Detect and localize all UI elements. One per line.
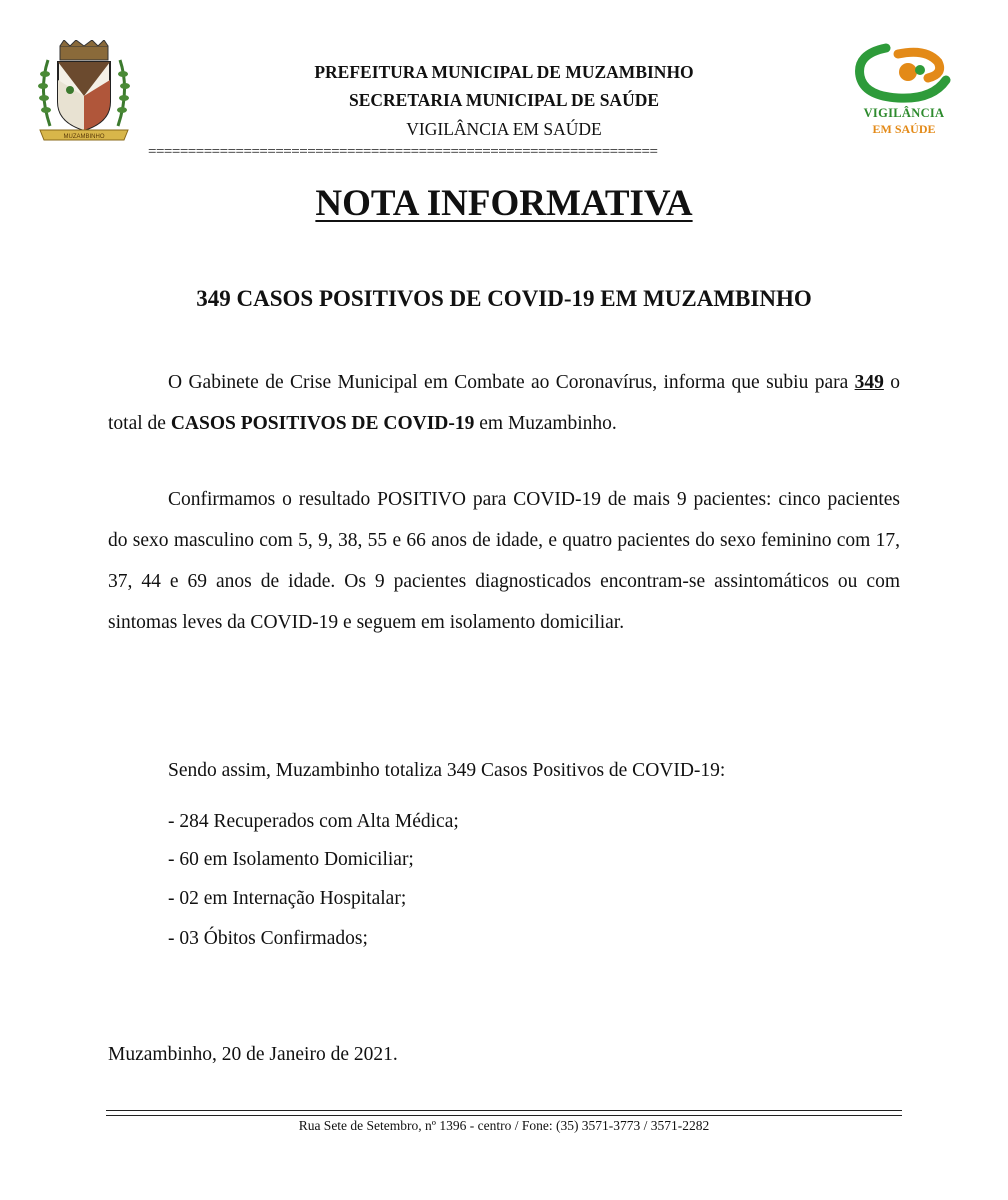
vigilancia-logo: [846, 40, 962, 148]
municipal-crest-icon: [34, 40, 134, 144]
header-prefeitura: PREFEITURA MUNICIPAL DE MUZAMBINHO: [314, 62, 694, 82]
paragraph-2: [108, 479, 900, 643]
paragraph-1-text-a: O Gabinete de Crise Municipal em Combate ao Coronavírus, informa que subiu para: [168, 372, 855, 393]
svg-text:MUZAMBINHO: MUZAMBINHO: [63, 134, 105, 140]
page-subtitle: 349 CASOS POSITIVOS DE COVID-19 EM MUZAMBINHO: [196, 286, 812, 311]
summary-item-hospitalized: - 02 em Internação Hospitalar;: [168, 888, 407, 909]
vigilancia-logo-line1: VIGILÂNCIA: [863, 106, 945, 120]
paragraph-2-text: Confirmamos o resultado POSITIVO para COVID-19 de mais 9 pacientes: cinco pacientes do sexo masculino com 5, 9, 38, 55 e 66 anos de idade, e quatro pacientes do sexo feminino com 17, 37, 44 e 69 anos de idade. Os 9 pacientes diagnosticados encontram-se assintomáticos ou com sintomas leves da COVID-19 e seguem em isolamento domiciliar.: [108, 489, 900, 633]
summary-intro: Sendo assim, Muzambinho totaliza 349 Casos Positivos de COVID-19:: [168, 760, 726, 781]
paragraph-1-bold: CASOS POSITIVOS DE COVID-19: [170, 413, 475, 434]
summary-item-deaths: - 03 Óbitos Confirmados;: [168, 928, 368, 949]
footer-rule: [106, 1110, 902, 1111]
summary-item-recovered: - 284 Recuperados com Alta Médica;: [168, 811, 459, 832]
paragraph-1-text-c: em Muzambinho.: [474, 413, 617, 434]
vigilancia-logo-line2: EM SAÚDE: [872, 122, 936, 136]
vigilancia-swirl-icon: [846, 40, 962, 106]
paragraph-1-text-b: o total de: [108, 372, 900, 434]
footer-address: Rua Sete de Setembro, nº 1396 - centro / Fone: (35) 3571-3773 / 3571-2282: [298, 1118, 710, 1133]
document-date: Muzambinho, 20 de Janeiro de 2021.: [108, 1044, 398, 1065]
paragraph-1: [108, 362, 900, 444]
footer-rule-thin: [106, 1115, 902, 1116]
header-separator: ================================================================: [148, 144, 658, 160]
header-secretaria: SECRETARIA MUNICIPAL DE SAÚDE: [348, 90, 660, 110]
summary-item-home-isolation: - 60 em Isolamento Domiciliar;: [168, 849, 414, 870]
total-cases-number: 349: [854, 372, 884, 393]
header-vigilancia: VIGILÂNCIA EM SAÚDE: [406, 119, 602, 139]
page-title: NOTA INFORMATIVA: [315, 183, 693, 224]
